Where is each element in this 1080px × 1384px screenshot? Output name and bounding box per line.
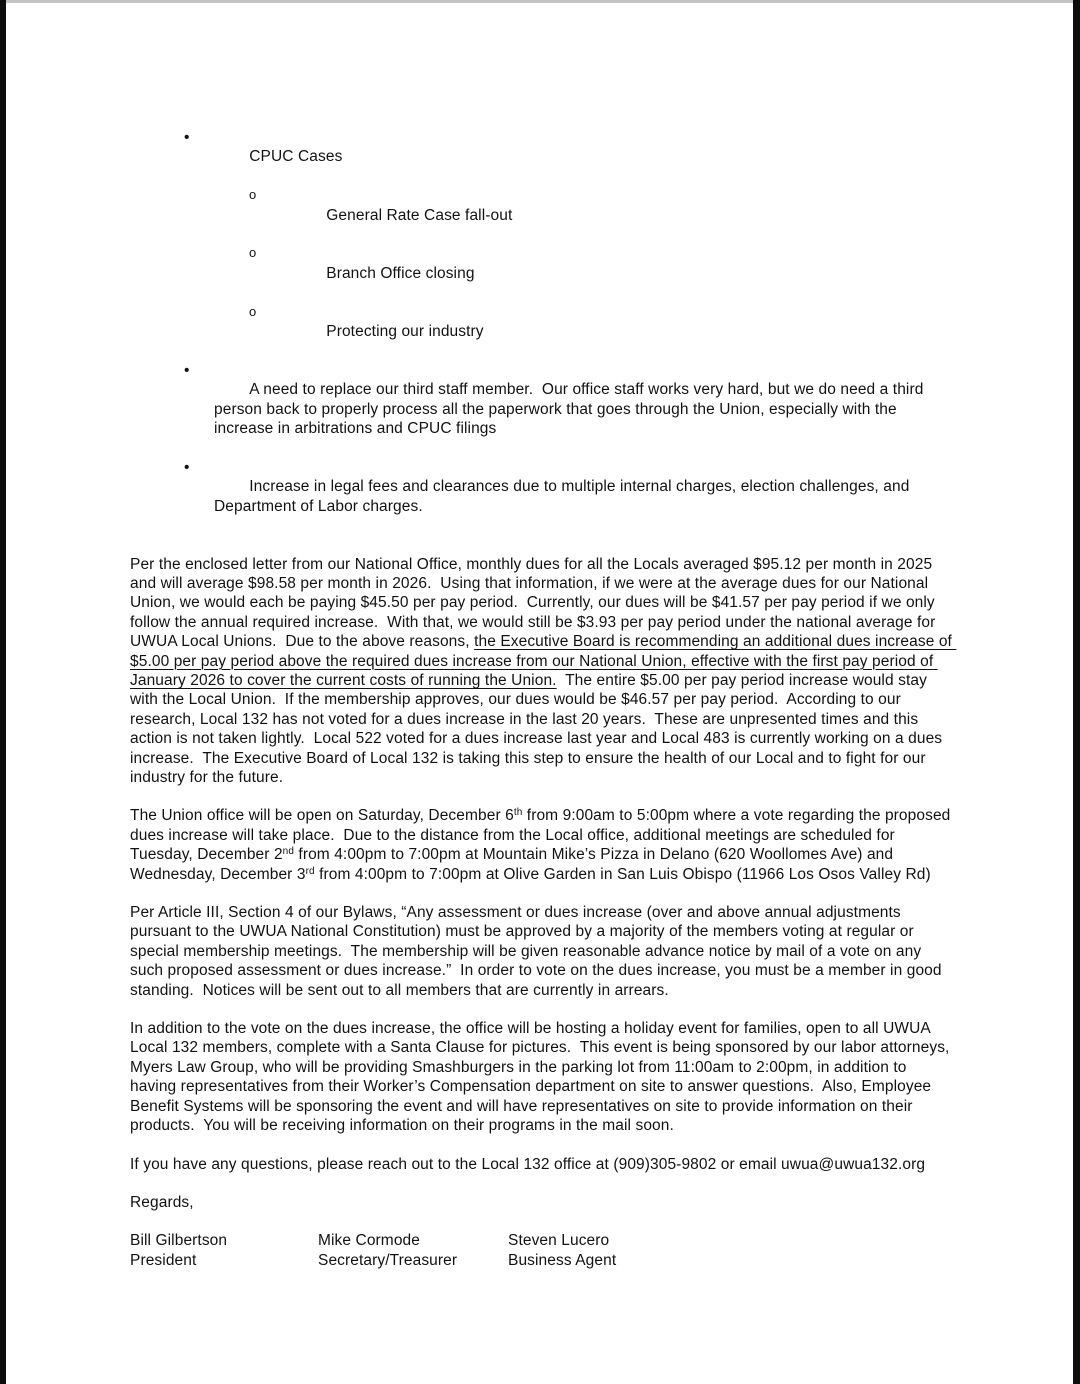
- scan-edge-right: [1073, 0, 1080, 1384]
- disc-bullet-icon: •: [184, 361, 190, 379]
- signature-title: President: [130, 1251, 197, 1269]
- disc-bullet-icon: •: [184, 458, 190, 476]
- sub-bullet-branch-office: [130, 244, 953, 302]
- bullet-text: CPUC Cases: [249, 148, 343, 166]
- bullet-item-staff-member: [130, 361, 953, 458]
- sub-bullet-protecting-industry: [130, 303, 953, 361]
- bullet-text: A need to replace our third staff member. Our office staff works very hard, but we do need a third person back to properly process all the paperwork that goes through the Union, especially with the increase in arbitrations and CPUC filings: [214, 381, 928, 438]
- signature-name: Bill Gilbertson: [130, 1232, 228, 1250]
- signature-title: Secretary/Treasurer: [318, 1251, 458, 1269]
- circle-bullet-icon: o: [249, 303, 257, 319]
- sub-bullet-text: Protecting our industry: [326, 323, 484, 341]
- signature-block: [130, 1231, 953, 1270]
- signature-name: Mike Cormode: [318, 1232, 420, 1250]
- disc-bullet-icon: •: [184, 129, 190, 146]
- paragraph-vote-meetings: The Union office will be open on Saturday, December 6th from 9:00am to 5:00pm where a vote regarding the proposed dues increase will take place. Due to the distance from the Local office, additional meetings are scheduled for Tuesday, December 2nd from 4:00pm to 7:00pm at Mountain Mike’s Pizza in Delano (620 Woollomes Ave) and Wednesday, December 3rd from 4:00pm to 7:00pm at Olive Garden in San Luis Obispo (11966 Los Osos Valley Rd): [130, 807, 955, 883]
- paragraph-dues-increase: Per the enclosed letter from our National Office, monthly dues for all the Locals averaged $95.12 per month in 2025 and will average $98.58 per month in 2026. Using that information, if we were at the average dues for our National Union, we would each be paying $45.50 per pay period. Currently, our dues will be $41.57 per pay period if we only follow the annual required increase. With that, we would still be $3.93 per pay period under the national average for UWUA Local Unions. Due to the above reasons, the Executive Board is recommending an additional dues increase of $5.00 per pay period above the required dues increase from our National Union, effective with the first pay period of January 2026 to cover the current costs of running the Union. The entire $5.00 per pay period increase would stay with the Local Union. If the membership approves, our dues would be $46.57 per pay period. According to our research, Local 132 has not voted for a dues increase in the last 20 years. These are unpresented times and this action is not taken lightly. Local 522 voted for a dues increase last year and Local 483 is currently working on a dues increase. The Executive Board of Local 132 is taking this step to ensure the health of our Local and to fight for our industry for the future.: [130, 555, 957, 786]
- circle-bullet-icon: o: [249, 245, 257, 261]
- signature-secretary-treasurer: [318, 1231, 508, 1270]
- sub-bullet-text: Branch Office closing: [326, 264, 475, 282]
- scan-edge-left: [0, 0, 6, 1384]
- bullet-item-cpuc-cases: [130, 128, 953, 186]
- closing-regards: Regards,: [130, 1193, 194, 1211]
- bullet-list: [130, 128, 953, 536]
- scan-edge-top: [6, 0, 1073, 3]
- bullet-text: Increase in legal fees and clearances due to multiple internal charges, election challenges, and Department of Labor charges.: [214, 478, 914, 515]
- signature-business-agent: [508, 1231, 953, 1270]
- circle-bullet-icon: o: [249, 187, 257, 203]
- bullet-item-legal-fees: [130, 458, 953, 536]
- paragraph-holiday-event: In addition to the vote on the dues increase, the office will be hosting a holiday event for families, open to all UWUA Local 132 members, complete with a Santa Clause for pictures. This event is being sponsored by our labor attorneys, Myers Law Group, who will be providing Smashburgers in the parking lot from 11:00am to 2:00pm, in addition to having representatives from their Worker’s Compensation department on site to answer questions. Also, Employee Benefit Systems will be sponsoring the event and will have representatives on site to provide information on their products. You will be receiving information on their programs in the mail soon.: [130, 1020, 954, 1135]
- paragraph-bylaws: Per Article III, Section 4 of our Bylaws, “Any assessment or dues increase (over and above annual adjustments pursuant to the UWUA National Constitution) must be approved by a majority of the members voting at regular or special membership meetings. The membership will be given reasonable advance notice by mail of a vote on any such proposed assessment or dues increase.” In order to vote on the dues increase, you must be a member in good standing. Notices will be sent out to all members that are currently in arrears.: [130, 904, 947, 999]
- sub-bullet-text: General Rate Case fall-out: [326, 206, 513, 224]
- signature-name: Steven Lucero: [508, 1232, 610, 1250]
- sub-bullet-general-rate-case: [130, 186, 953, 244]
- letter-body: [130, 128, 957, 1270]
- signature-president: [130, 1231, 318, 1270]
- paragraph-contact-info: If you have any questions, please reach out to the Local 132 office at (909)305-9802 or email uwua@uwua132.org: [130, 1155, 926, 1173]
- signature-title: Business Agent: [508, 1251, 617, 1269]
